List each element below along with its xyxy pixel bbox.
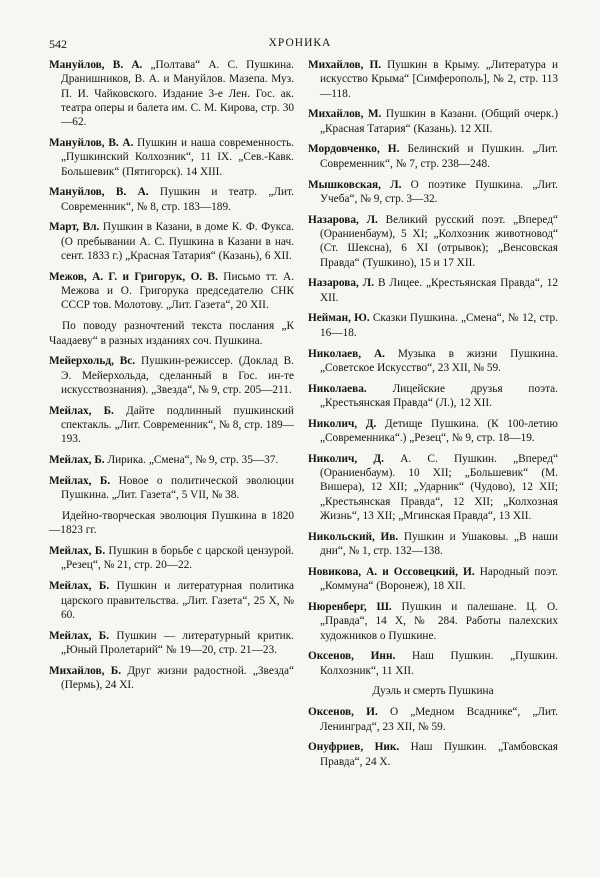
bibliography-entry xyxy=(49,544,294,573)
entry-author: Мышковская, Л. xyxy=(308,178,402,191)
bibliography-entry xyxy=(308,58,558,101)
bibliography-entry xyxy=(308,142,558,171)
bibliography-entry xyxy=(308,740,558,769)
entry-annotation: Идейно-творческая эволюция Пушкина в 1820—1823 гг. xyxy=(49,510,294,537)
entry-author: Нейман, Ю. xyxy=(308,312,370,325)
entry-text: Пушкин и наша современность. „Пушкинский Колхозник“, 11 IX. „Сев.-Кавк. Большевик“ (Пятигорск). 14 XIII. xyxy=(61,136,294,178)
entry-author: Мордовченко, Н. xyxy=(308,143,400,156)
entry-text: Пушкин и театр. „Лит. Современник“, № 8, стр. 183—189. xyxy=(61,186,294,213)
bibliography-entry xyxy=(49,453,294,467)
entry-text: Пушкин и Ушаковы. „В наши дни“, № 1, стр. 132—138. xyxy=(320,530,558,558)
entry-author: Оксенов, Инн. xyxy=(308,650,396,663)
entry-author: Мейлах, Б. xyxy=(49,474,111,487)
entry-text: Пушкин и литературная политика царского правительства. „Лит. Газета“, 25 X, № 60. xyxy=(61,580,294,621)
entry-author: Мейлах, Б. xyxy=(49,404,114,417)
bibliography-entry xyxy=(308,530,558,559)
entry-author: Николич, Д. xyxy=(308,452,385,465)
entry-author: Никольский, Ив. xyxy=(308,530,399,543)
entry-text: Народный поэт. „Коммуна“ (Воронеж), 18 XII. xyxy=(320,565,558,593)
entry-text: Пушкин в Крыму. „Литература и искусство Крыма“ [Симферополь], № 2, стр. 113—118. xyxy=(320,59,558,100)
entry-text: А. С. Пушкин. „Вперед“ (Ораниенбаум). 10 XII; „Большевик“ (М. Вишера), 12 XII; „Ударник“ (Чудово), 12 XII; „Крестьянская Правда“, 12 XII; „Колхозная Жизнь“, 13 XII; „Мгинская Правда“, 13 XII. xyxy=(320,452,559,523)
entry-annotation: Дуэль и смерть Пушкина xyxy=(372,685,494,698)
bibliography-entry xyxy=(308,276,558,305)
bibliography-entry xyxy=(49,220,294,263)
entry-text: „Полтава“ А. С. Пушкина. Дранишников, В. А. и Мануйлов. Мазепа. Муз. П. И. Чайковского. Издание 3-е Лен. Гос. ак. театра оперы и балета им. С. М. Кирова, стр. 30—62. xyxy=(61,59,294,129)
bibliography-entry xyxy=(308,347,558,376)
bibliography-entry xyxy=(308,565,558,594)
bibliography-entry xyxy=(308,649,558,678)
bibliography-entry xyxy=(308,311,558,340)
entry-text: Лирика. „Смена“, № 9, стр. 35—37. xyxy=(107,454,279,467)
entry-text: Новое о политической эволюции Пушкина. „Лит. Газета“, 5 VII, № 38. xyxy=(61,474,294,502)
entry-text: Сказки Пушкина. „Смена“, № 12, стр. 16—18. xyxy=(320,312,559,339)
bibliography-entry xyxy=(308,382,558,411)
bibliography-entry xyxy=(308,452,558,523)
entry-text: Великий русский поэт. „Вперед“ (Ораниенбаум), 5 XI; „Колхозник животновод“ (Ст. Шексна), 6 XI (отрывок); „Венсовская Правда“ (Тушкино), 15 и 17 XII. xyxy=(320,213,558,269)
entry-author: Мейлах, Б. xyxy=(49,629,110,642)
running-header-title: ХРОНИКА xyxy=(268,37,332,49)
entry-author: Михайлов, М. xyxy=(308,108,382,121)
entry-text: Письмо тт. А. Межова и О. Григорука председателю СНК СССР тов. Молотову. „Лит. Газета“, 20 XII. xyxy=(61,270,294,312)
bibliography-entry xyxy=(308,178,558,207)
entry-text: Пушкин в Казани. (Общий очерк.) „Красная Татария“ (Казань). 12 XII. xyxy=(320,108,558,135)
entry-text: О поэтике Пушкина. „Лит. Учеба“, № 9, стр. 3—32. xyxy=(320,178,558,205)
entry-author: Мануйлов, В. А. xyxy=(49,59,143,71)
entry-text: В Лицее. „Крестьянская Правда“, 12 XII. xyxy=(320,277,558,304)
entry-author: Межов, А. Г. и Григорук, О. В. xyxy=(49,270,218,283)
entry-annotation: По поводу разночтений текста послания „К Чаадаеву“ в разных изданиях соч. Пушкина. xyxy=(49,320,294,347)
entry-author: Назарова, Л. xyxy=(308,213,378,226)
entry-author: Новикова, А. и Оссовецкий, И. xyxy=(308,565,475,578)
entry-text: Белинский и Пушкин. „Лит. Современник“, № 7, стр. 238—248. xyxy=(320,143,559,170)
bibliography-entry xyxy=(49,270,294,313)
entry-text: Пушкин в Казани, в доме К. Ф. Фукса. (О пребывании А. С. Пушкина в Казани в нач. сент. 1833 г.) „Красная Татария“ (Казань), 6 XII. xyxy=(61,221,295,263)
entry-author: Мейерхольд, Вс. xyxy=(49,355,136,368)
entry-author: Михайлов, П. xyxy=(308,59,382,71)
bibliography-entry xyxy=(49,185,294,214)
entry-author: Март, Вл. xyxy=(49,221,100,234)
bibliography-entry xyxy=(49,58,294,129)
bibliography-entry xyxy=(308,107,558,136)
entry-text: Пушкин-режиссер. (Доклад В. Э. Мейерхольда, сделанный в Гос. ин-те искусствознания). „Звезда“, № 9, стр. 205—211. xyxy=(61,355,294,396)
bibliography-entry xyxy=(308,213,558,270)
entry-text: О „Медном Всаднике“, „Лит. Ленинград“, 23 XII, № 59. xyxy=(320,706,558,733)
entry-author: Оксенов, И. xyxy=(308,706,378,719)
bibliography-entry xyxy=(49,664,294,693)
entry-author: Нюренберг, Ш. xyxy=(308,601,392,613)
entry-text: Дайте подлинный пушкинский спектакль. „Лит. Современник“, № 8, стр. 189—193. xyxy=(61,404,294,446)
entry-author: Николаев, А. xyxy=(308,347,385,360)
entry-author: Мануйлов, В. А. xyxy=(49,186,149,199)
bibliography-entry xyxy=(49,136,294,179)
entry-author: Онуфриев, Ник. xyxy=(308,741,400,754)
entry-author: Мейлах, Б. xyxy=(49,454,105,467)
left-column xyxy=(49,58,294,692)
entry-text: Музыка в жизни Пушкина. „Советское Искусство“, 23 XII, № 59. xyxy=(320,347,559,374)
entry-text: Детище Пушкина. (К 100-летию „Современника“.) „Резец“, № 9, стр. 18—19. xyxy=(320,417,558,445)
bibliography-entry xyxy=(308,705,558,734)
bibliography-entry xyxy=(49,474,294,503)
entry-author: Назарова, Л. xyxy=(308,277,375,290)
entry-author: Мейлах, Б. xyxy=(49,545,106,558)
bibliography-entry xyxy=(308,417,558,446)
bibliography-entry xyxy=(49,354,294,397)
entry-author: Михайлов, Б. xyxy=(49,664,122,677)
bibliography-entry xyxy=(49,629,294,658)
right-column xyxy=(308,58,558,769)
entry-text: Друг жизни радостной. „Звезда“ (Пермь), 24 XI. xyxy=(61,664,295,691)
bibliography-entry xyxy=(49,579,294,622)
entry-author: Мейлах, Б. xyxy=(49,580,110,593)
entry-author: Николаева. xyxy=(308,382,367,395)
page-number: 542 xyxy=(49,37,67,51)
entry-text: Пушкин в борьбе с царской цензурой. „Резец“, № 21, стр. 20—22. xyxy=(61,545,295,572)
entry-text: Пушкин — литературный критик. „Юный Пролетарий“ № 19—20, стр. 21—23. xyxy=(61,629,294,656)
entry-text: Наш Пушкин. „Тамбовская Правда“, 24 X. xyxy=(320,741,558,768)
entry-text: Лицейские друзья поэта. „Крестьянская Правда“ (Л.), 12 XII. xyxy=(320,382,559,409)
entry-text: Наш Пушкин. „Пушкин. Колхозник“, 11 XII. xyxy=(320,650,558,677)
entry-author: Николич, Д. xyxy=(308,417,377,430)
entry-text: Пушкин и палешане. Ц. О. „Правда“, 14 X, № 284. Работы палехских художников о Пушкине. xyxy=(320,601,558,642)
bibliography-entry xyxy=(308,600,558,643)
bibliography-entry xyxy=(49,404,294,447)
entry-author: Мануйлов, В. А. xyxy=(49,136,134,149)
